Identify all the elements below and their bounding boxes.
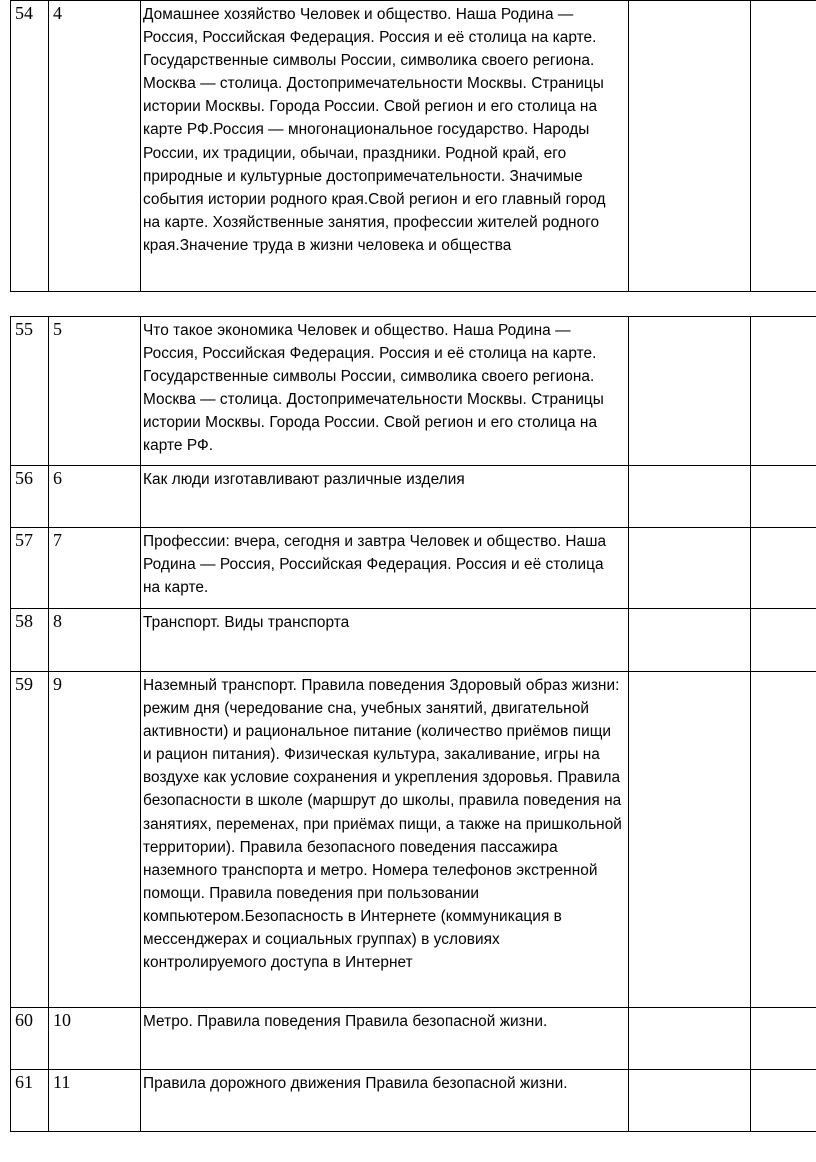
notes-cell (751, 317, 816, 466)
lesson-number: 5 (49, 317, 141, 466)
date-cell (629, 609, 751, 672)
lesson-number: 6 (49, 466, 141, 528)
date-cell (629, 317, 751, 466)
table-row (11, 1070, 816, 1132)
lesson-table-part-2 (10, 316, 816, 1132)
row-number: 54 (11, 1, 49, 292)
notes-cell (751, 466, 816, 528)
lesson-number: 9 (49, 672, 141, 1008)
date-cell (629, 528, 751, 609)
table-row (11, 672, 816, 1008)
lesson-topic: Метро. Правила поведения Правила безопасной жизни. (141, 1008, 629, 1070)
lesson-topic: Правила дорожного движения Правила безопасной жизни. (141, 1070, 629, 1132)
date-cell (629, 1, 751, 292)
row-number: 59 (11, 672, 49, 1008)
lesson-topic: Что такое экономика Человек и общество. Наша Родина — Россия, Российская Федерация. Россия и её столица на карте. Государственные символы России, символика своего региона. Москва — столица. Достопримечательности Москвы. Страницы истории Москвы. Города России. Свой регион и его столица на карте РФ. (141, 317, 629, 466)
date-cell (629, 1008, 751, 1070)
date-cell (629, 672, 751, 1008)
lesson-number: 11 (49, 1070, 141, 1132)
lesson-number: 8 (49, 609, 141, 672)
notes-cell (751, 672, 816, 1008)
table-row (11, 1, 816, 292)
table-row (11, 609, 816, 672)
row-number: 57 (11, 528, 49, 609)
lesson-number: 4 (49, 1, 141, 292)
notes-cell (751, 1070, 816, 1132)
table-row (11, 317, 816, 466)
lesson-topic: Наземный транспорт. Правила поведения Здоровый образ жизни: режим дня (чередование сна, учебных занятий, двигательной активности) и рациональное питание (количество приёмов пищи и рацион питания). Физическая культура, закаливание, игры на воздухе как условие сохранения и укрепления здоровья. Правила безопасности в школе (маршрут до школы, правила поведения на занятиях, переменах, при приёмах пищи, а также на пришкольной территории). Правила безопасного поведения пассажира наземного транспорта и метро. Номера телефонов экстренной помощи. Правила поведения при пользовании компьютером.Безопасность в Интернете (коммуникация в мессенджерах и социальных группах) в условиях контролируемого доступа в Интернет (141, 672, 629, 1008)
row-number: 55 (11, 317, 49, 466)
notes-cell (751, 1008, 816, 1070)
notes-cell (751, 1, 816, 292)
lesson-number: 10 (49, 1008, 141, 1070)
table-row (11, 466, 816, 528)
table-row (11, 1008, 816, 1070)
row-number: 60 (11, 1008, 49, 1070)
lesson-topic: Домашнее хозяйство Человек и общество. Наша Родина — Россия, Российская Федерация. Россия и её столица на карте. Государственные символы России, символика своего региона. Москва — столица. Достопримечательности Москвы. Страницы истории Москвы. Города России. Свой регион и его столица на карте РФ.Россия — многонациональное государство. Народы России, их традиции, обычаи, праздники. Родной край, его природные и культурные достопримечательности. Значимые события истории родного края.Свой регион и его главный город на карте. Хозяйственные занятия, профессии жителей родного края.Значение труда в жизни человека и общества (141, 1, 629, 292)
lesson-topic: Профессии: вчера, сегодня и завтра Человек и общество. Наша Родина — Россия, Российская Федерация. Россия и её столица на карте. (141, 528, 629, 609)
row-number: 58 (11, 609, 49, 672)
row-number: 61 (11, 1070, 49, 1132)
row-number: 56 (11, 466, 49, 528)
notes-cell (751, 609, 816, 672)
lesson-number: 7 (49, 528, 141, 609)
lesson-table-part-1 (10, 0, 816, 292)
date-cell (629, 1070, 751, 1132)
lesson-topic: Как люди изготавливают различные изделия (141, 466, 629, 528)
table-row (11, 528, 816, 609)
date-cell (629, 466, 751, 528)
lesson-topic: Транспорт. Виды транспорта (141, 609, 629, 672)
notes-cell (751, 528, 816, 609)
